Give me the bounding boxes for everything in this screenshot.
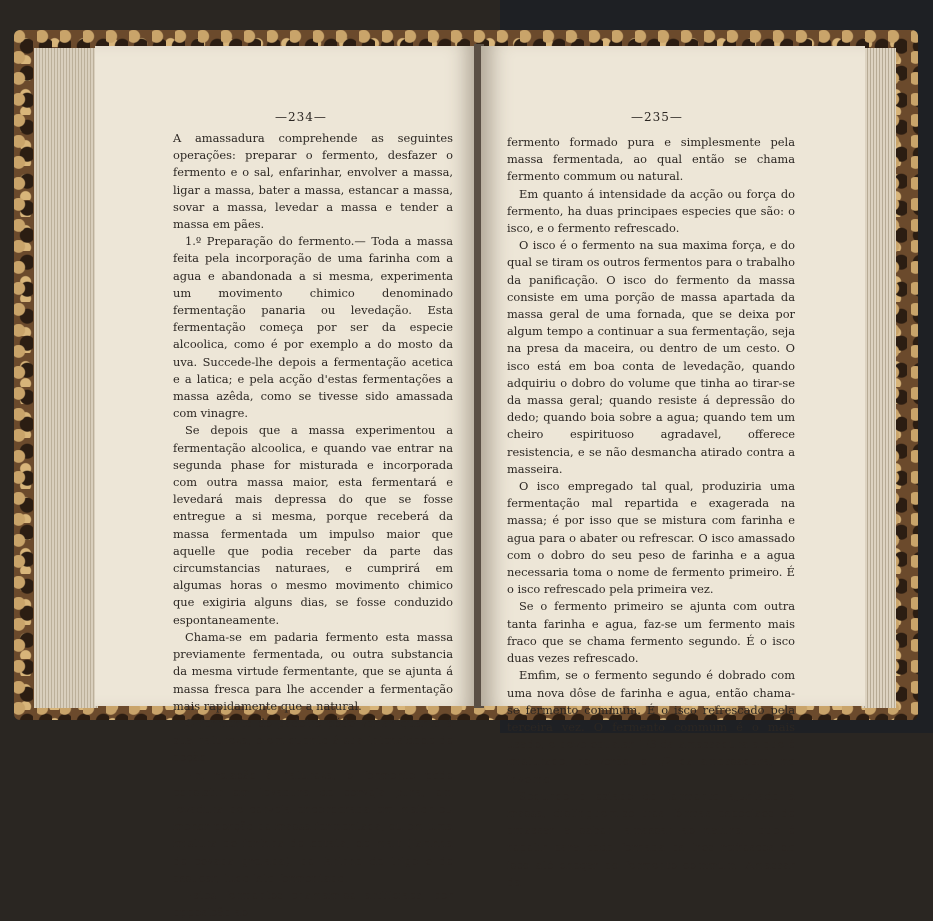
paragraph: A amassadura comprehende as seguintes operações: preparar o fermento, desfazer o fermento e o sal, enfarinhar, envolver a massa, ligar a massa, bater a massa, estancar a massa, sovar a massa, levedar a massa e tender a massa em pães. bbox=[173, 131, 453, 232]
paragraph: 1.º Preparação do fermento.— Toda a massa feita pela incorporação de uma farinha com a agua e abandonada a si mesma, experimenta um movimento chimico denominado fermentação panaria ou levedação. Esta fermentação começa por ser da especie alcoolica, como é por exemplo a do mosto da uva. Succede-lhe depois a fermentação acetica e a latica; e pela acção d'estas fermentações a massa azêda, como se tivesse sido amassada com vinagre. bbox=[173, 234, 453, 421]
page-edges-right bbox=[862, 48, 896, 708]
page-number: —234— bbox=[275, 110, 327, 124]
page-edges-left bbox=[34, 48, 98, 708]
paragraph: fermento formado pura e simplesmente pela massa fermentada, ao qual então se chama fermento commum ou natural. bbox=[507, 135, 795, 184]
paragraph: Segundo o estado do fermento ajuntado á massa, distinguem-se tres fórmas especiaes de amassar a saber: amassar ao natural, que é repetir para cada fornada os tres refrescos do isco até chegar ao fermento commum. Amassar da bbox=[507, 788, 795, 889]
paragraph: Estes fermentos chamam-se artificiaes, por opposição ao bbox=[173, 887, 453, 920]
paragraph: O fermento do padeiro póde variar quanto á sua natureza, e em quanto á sua intensidade de acção. bbox=[173, 715, 453, 765]
paragraph: Emfim, se o fermento segundo é dobrado com uma nova dôse de farinha e agua, então chama-se fermento commum. É o isco refrescado pela terceira vez. O fermento commum é o mais usado, e deve egualar 1/3 da amassadura a que é misturado, no verão, e 1/2 da amassadura, no inverno. bbox=[507, 668, 795, 786]
paragraph: O isco é o fermento na sua maxima força, e do qual se tiram os outros fermentos para o trabalho da panificação. O isco do fermento da massa consiste em uma porção de massa apartada da massa geral de uma fornada, que se deixa por algum tempo a continuar a sua fermentação, seja na presa da maceira, ou dentro de um cesto. O isco está em boa conta de levedação, quando adquiriu o dobro do volume que tinha ao tirar-se da massa geral; quando resiste á depressão do dedo; quando boia sobre a agua; quando tem um cheiro espirituoso agradavel, offerece resistencia, e se não desmancha atirado contra a masseira. bbox=[507, 238, 795, 476]
page-number: —235— bbox=[631, 110, 683, 124]
page-body bbox=[173, 130, 453, 921]
right-page bbox=[481, 46, 865, 889]
paragraph: Em relação á natureza, o fermento póde consistir em levadura de cerveja pura, em levadura de cerveja encorporada em maior ou menor porção de massa fermentada, ou em uma mistura de farinha de batata, de malt (farinha de cevada grelada), de farinha de trigo e de assucar, tudo isto fermentado. bbox=[173, 767, 453, 885]
paragraph: O isco empregado tal qual, produziria uma fermentação mal repartida e exagerada na massa; é por isso que se mistura com farinha e agua para o abater ou refrescar. O isco amassado com o dobro do seu peso de farinha e a agua necessaria toma o nome de fermento primeiro. É o isco refrescado pela primeira vez. bbox=[507, 479, 795, 597]
paragraph: Se o fermento primeiro se ajunta com outra tanta farinha e agua, faz-se um fermento mais fraco que se chama fermento segundo. É o isco duas vezes refrescado. bbox=[507, 599, 795, 666]
paragraph: Se depois que a massa experimentou a fermentação alcoolica, e quando vae entrar na segunda phase for misturada e incorporada com outra massa maior, esta fermentará e levedará mais depressa do que se fosse entregue a si mesma, porque receberá da massa fermentada um impulso maior que aquelle que podia receber da parte das circumstancias naturaes, e cumprirá em algumas horas o mesmo movimento chimico que exigiria alguns dias, se fosse conduzido espontaneamente. bbox=[173, 423, 453, 627]
paragraph: Chama-se em padaria fermento esta massa previamente fermentada, ou outra substancia da mesma virtude fermentante, que se ajunta á massa fresca para lhe accender a fermentação mais rapidamente que a natural. bbox=[173, 629, 453, 713]
paragraph: Em quanto á intensidade da acção ou força do fermento, ha duas principaes especies que são: o isco, e o fermento refrescado. bbox=[507, 186, 795, 236]
page-body bbox=[507, 134, 795, 891]
left-page bbox=[95, 46, 477, 920]
